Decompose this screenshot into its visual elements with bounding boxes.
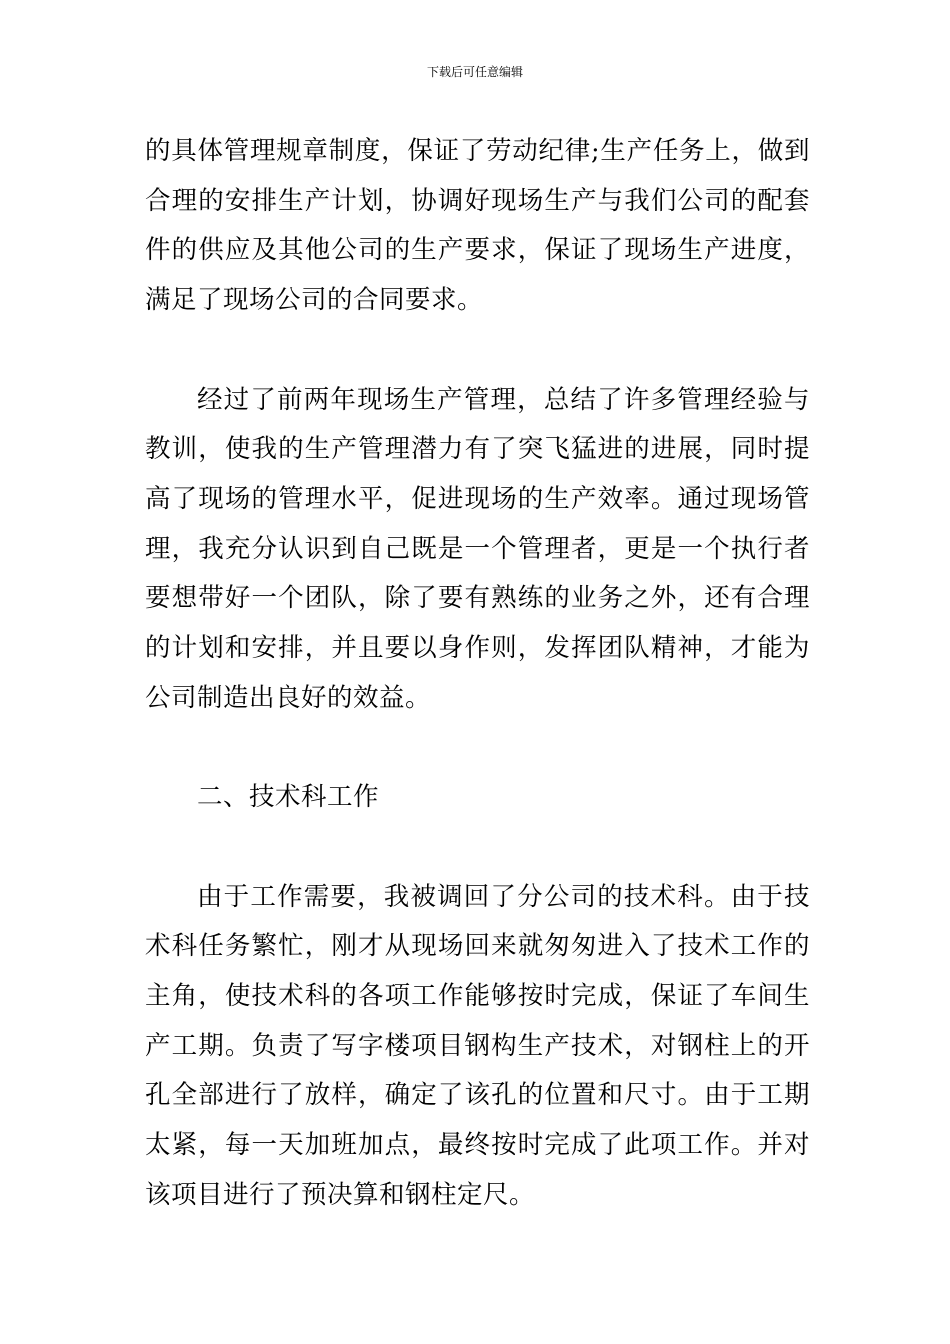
document-body [145,127,810,1220]
section-heading-technical-dept: 二、技术科工作 [197,782,380,813]
page-header: 下载后可任意编辑 [426,65,523,79]
paragraph-technical-work: 由于工作需要，我被调回了分公司的技术科。由于技术科任务繁忙，刚才从现场回来就匆匆进入了技术工作的主角，使技术科的各项工作能够按时完成，保证了车间生产工期。负责了写字楼项目钢构生产技术，对钢柱上的开孔全部进行了放样，确定了该孔的位置和尺寸。由于工期太紧，每一天加班加点，最终按时完成了此项工作。并对该项目进行了预决算和钢柱定尺。 [145,881,810,1210]
paragraph-continued: 的具体管理规章制度，保证了劳动纪律;生产任务上，做到合理的安排生产计划，协调好现场生产与我们公司的配套件的供应及其他公司的生产要求，保证了现场生产进度，满足了现场公司的合同要求。 [145,136,810,316]
paragraph-management-experience: 经过了前两年现场生产管理，总结了许多管理经验与教训，使我的生产管理潜力有了突飞猛进的进展，同时提高了现场的管理水平，促进现场的生产效率。通过现场管理，我充分认识到自己既是一个管理者，更是一个执行者要想带好一个团队，除了要有熟练的业务之外，还有合理的计划和安排，并且要以身作则，发挥团队精神，才能为公司制造出良好的效益。 [145,384,810,713]
